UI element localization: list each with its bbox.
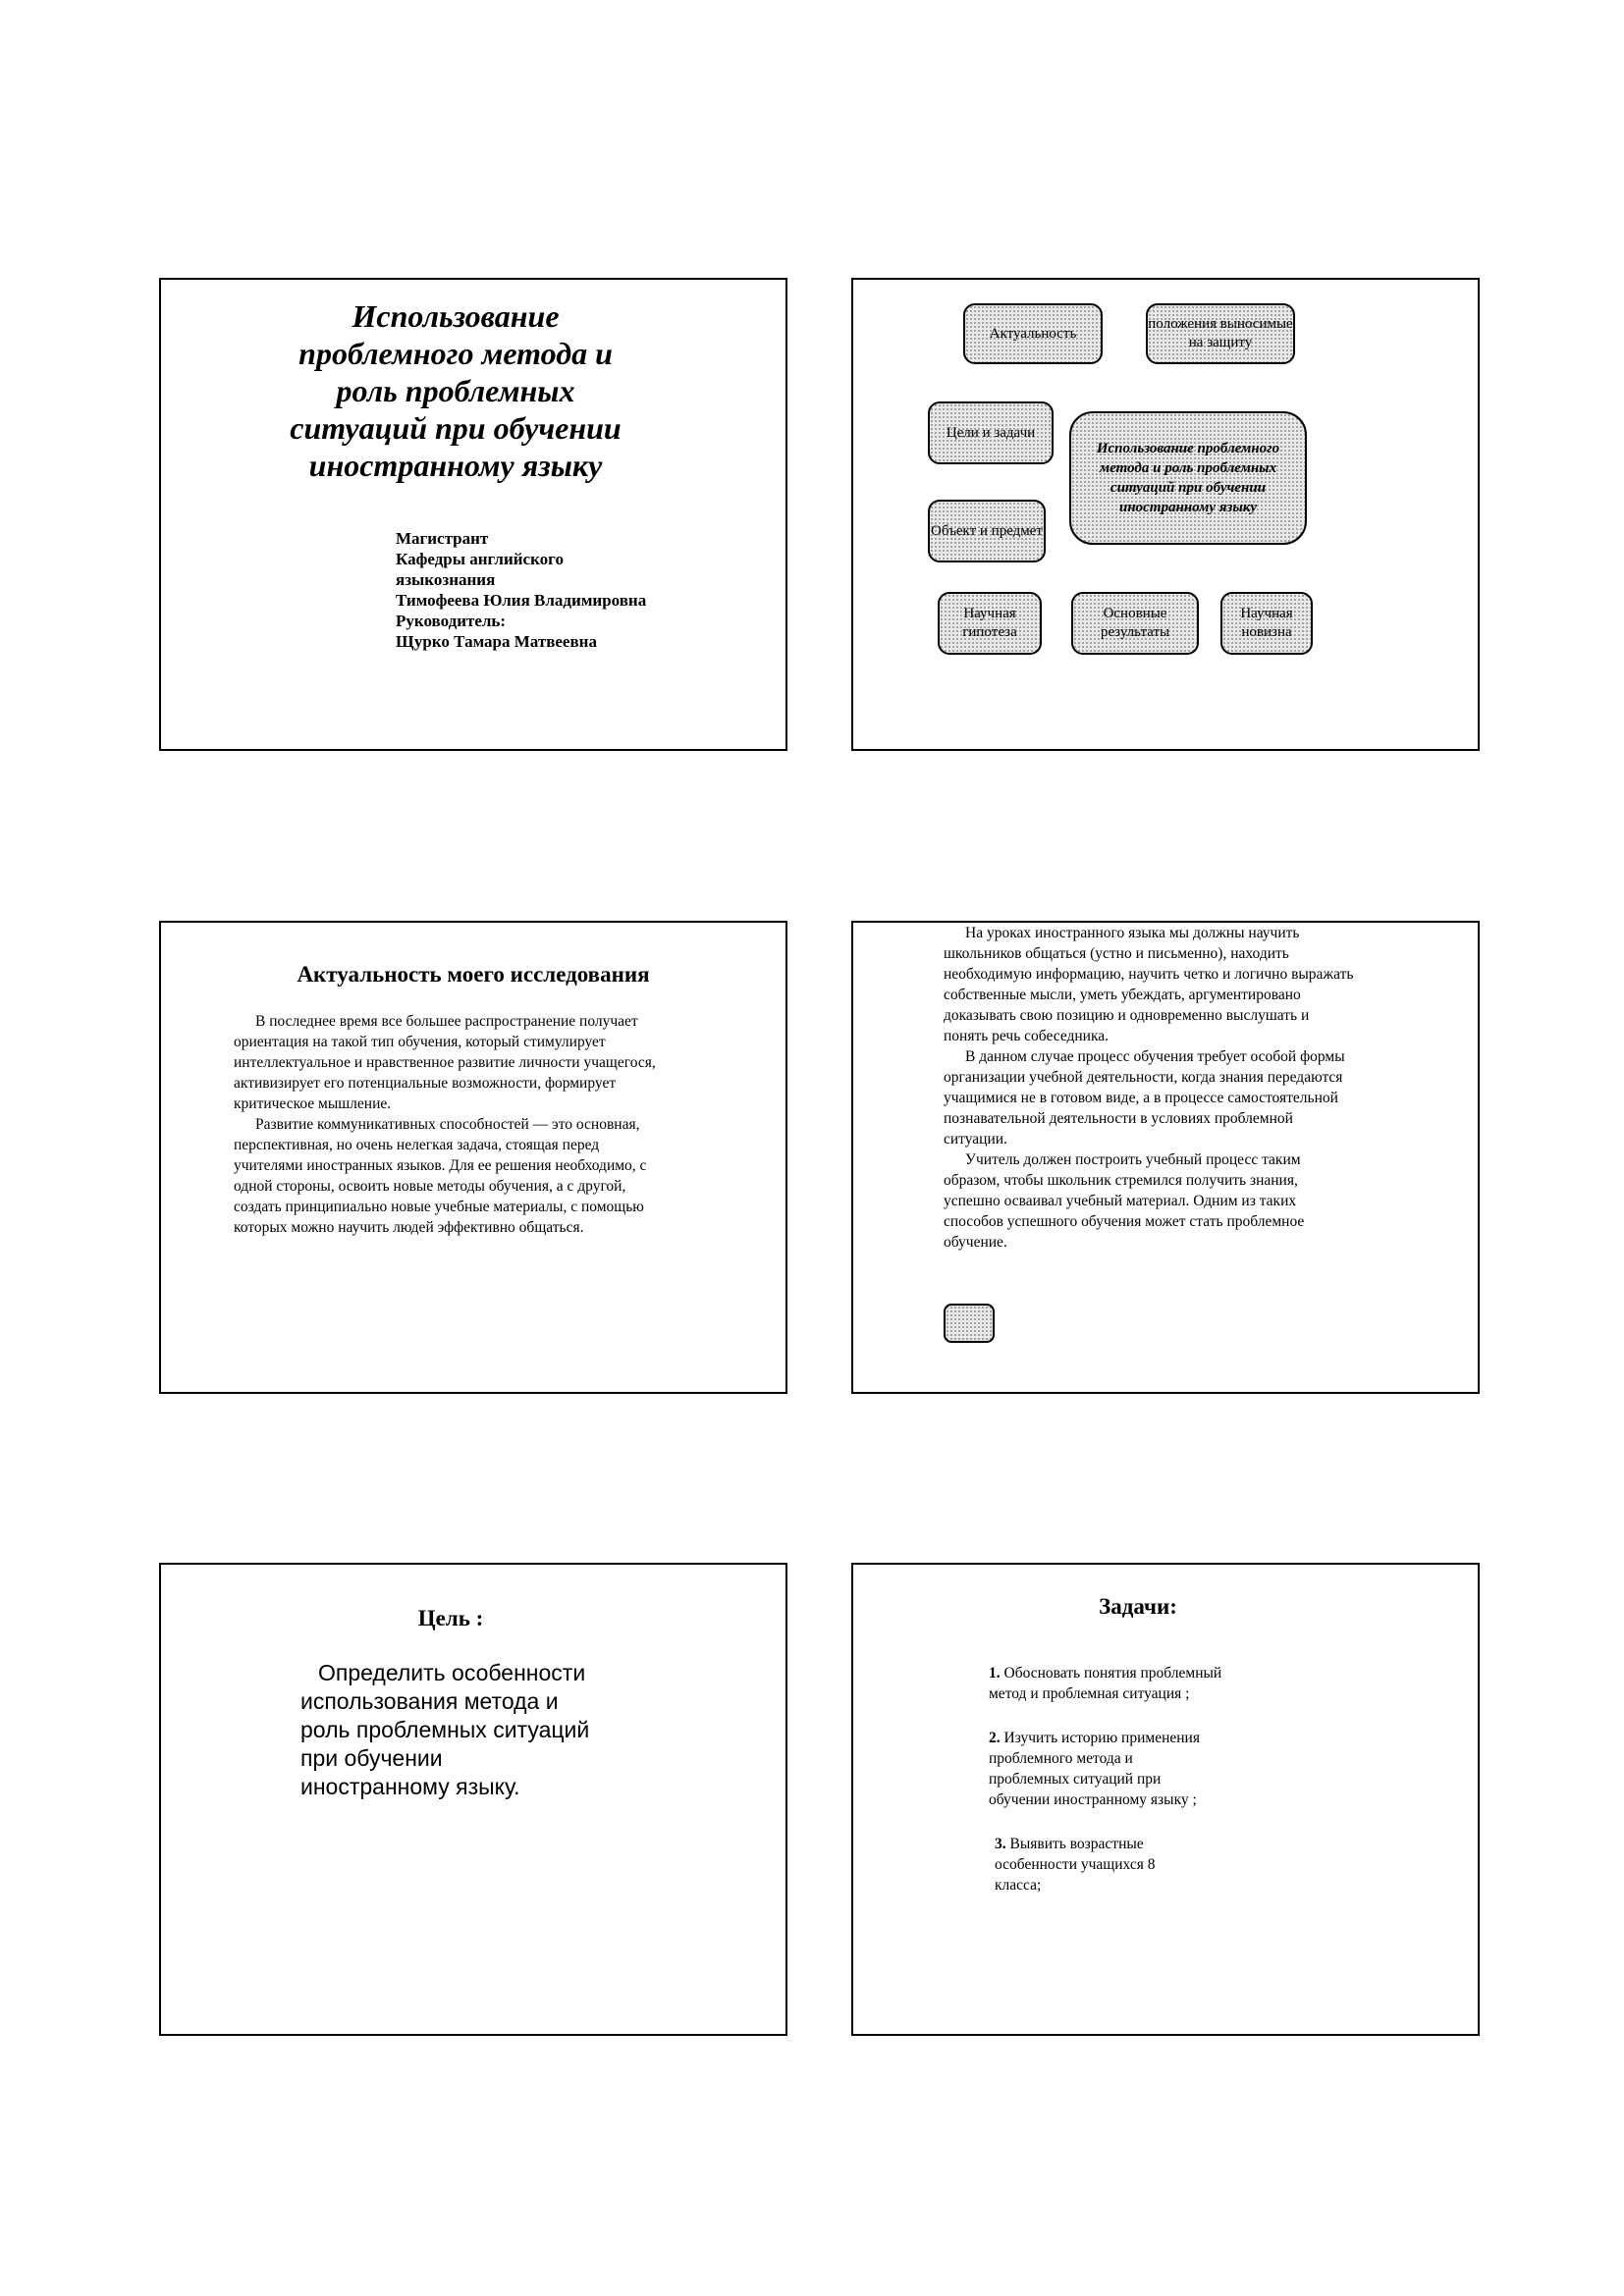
slide-5-goal[interactable] — [159, 1563, 787, 2036]
box-label: Научная гипотеза — [962, 606, 1017, 640]
title-line: проблемного метода и — [298, 336, 613, 371]
task-item — [989, 1663, 1221, 1704]
slide-6-tasks[interactable] — [851, 1563, 1480, 2036]
box-defense-provisions[interactable] — [1146, 303, 1295, 364]
box-label: Основные результаты — [1100, 606, 1170, 640]
info-line: Щурко Тамара Матвеевна — [396, 632, 597, 651]
task-line: проблемных ситуаций при — [989, 1771, 1162, 1788]
box-novelty[interactable] — [1220, 592, 1313, 655]
title-line: иностранному языку — [308, 448, 603, 483]
presentation-title — [240, 297, 672, 484]
slide-3-actuality[interactable] — [159, 921, 787, 1394]
goal-line: использования метода и — [300, 1688, 559, 1714]
box-goals-tasks[interactable] — [928, 401, 1054, 464]
slide-body — [944, 923, 1356, 1253]
slide-1-title[interactable] — [159, 278, 787, 751]
box-actuality[interactable] — [963, 303, 1103, 364]
slide-4-text[interactable] — [851, 921, 1480, 1394]
task-line: Выявить возрастные — [1009, 1836, 1144, 1852]
author-info — [396, 528, 769, 652]
task-line: класса; — [995, 1877, 1042, 1894]
box-label: Научная новизна — [1240, 606, 1293, 640]
slide-title: Цель : — [417, 1606, 484, 1630]
task-number: 1. — [989, 1665, 1001, 1682]
task-line: особенности учащихся 8 — [995, 1856, 1156, 1873]
paragraph: В последнее время все большее распространение получает ориентация на такой тип обучения, который стимулирует интеллектуальное и нравственное развитие личности учащегося, активизирует его потенциальные возможности, формирует критическое мышление. — [234, 1013, 656, 1112]
goal-line: иностранному языку. — [300, 1774, 520, 1799]
task-line: метод и проблемная ситуация ; — [989, 1685, 1190, 1702]
box-label: положения выносимые на защиту — [1148, 316, 1293, 350]
task-line: обучении иностранному языку ; — [989, 1791, 1197, 1808]
info-line: языкознания — [396, 570, 496, 589]
goal-line: при обучении — [300, 1745, 443, 1771]
box-central-topic[interactable] — [1069, 411, 1307, 545]
info-line: Магистрант — [396, 529, 489, 548]
title-line: ситуаций при обучении — [290, 410, 622, 446]
goal-line: Определить особенности — [318, 1660, 586, 1685]
paragraph: В данном случае процесс обучения требует особой формы организации учебной деятельности, когда знания передаются учащимися не в готовом виде, а в процессе самостоятельной познавательной деятельности в условиях проблемной ситуации. — [944, 1048, 1345, 1148]
task-item — [989, 1728, 1200, 1810]
box-main-results[interactable] — [1071, 592, 1199, 655]
slide-body — [234, 1011, 666, 1238]
box-label: Цели и задачи — [946, 424, 1036, 441]
title-line: Использование — [352, 298, 560, 334]
box-label: Объект и предмет — [930, 522, 1043, 539]
info-line: Руководитель: — [396, 612, 507, 630]
info-line: Кафедры английского — [396, 550, 564, 568]
box-object-subject[interactable] — [928, 500, 1046, 562]
paragraph: Учитель должен построить учебный процесс таким образом, чтобы школьник стремился получить знания, успешно осваивал учебный материал. Одним из таких способов успешного обучения может стать проблемное обучение. — [944, 1151, 1305, 1251]
box-label: Использование проблемного метода и роль проблемных ситуаций при обучении иностранному языку — [1096, 441, 1280, 515]
box-label: Актуальность — [989, 325, 1077, 342]
goal-line: роль проблемных ситуаций — [300, 1717, 590, 1742]
goal-text — [300, 1659, 615, 1801]
action-button[interactable] — [944, 1304, 995, 1343]
task-number: 2. — [989, 1730, 1001, 1746]
box-hypothesis[interactable] — [938, 592, 1042, 655]
title-line: роль проблемных — [336, 373, 575, 408]
slide-2-structure-diagram[interactable] — [851, 278, 1480, 751]
slide-title: Актуальность моего исследования — [297, 962, 650, 987]
task-line: Изучить историю применения — [1003, 1730, 1200, 1746]
paragraph: Развитие коммуникативных способностей — это основная, перспективная, но очень нелегкая задача, стоящая перед учителями иностранных языков. Для ее решения необходимо, с одной стороны, освоить новые методы обучения, а с другой, создать принципиально новые учебные материалы, с помощью которых можно научить людей эффективно общаться. — [234, 1116, 647, 1236]
info-line: Тимофеева Юлия Владимировна — [396, 591, 647, 610]
task-line: проблемного метода и — [989, 1750, 1133, 1767]
slide-title: Задачи: — [1099, 1594, 1177, 1619]
paragraph: На уроках иностранного языка мы должны научить школьников общаться (устно и письменно), находить необходимую информацию, научить четко и логично выражать собственные мысли, уметь убеждать, аргументировано доказывать свою позицию и одновременно выслушать и понять речь собеседника. — [944, 925, 1354, 1044]
task-line: Обосновать понятия проблемный — [1003, 1665, 1222, 1682]
task-number: 3. — [995, 1836, 1006, 1852]
task-item — [995, 1834, 1155, 1896]
